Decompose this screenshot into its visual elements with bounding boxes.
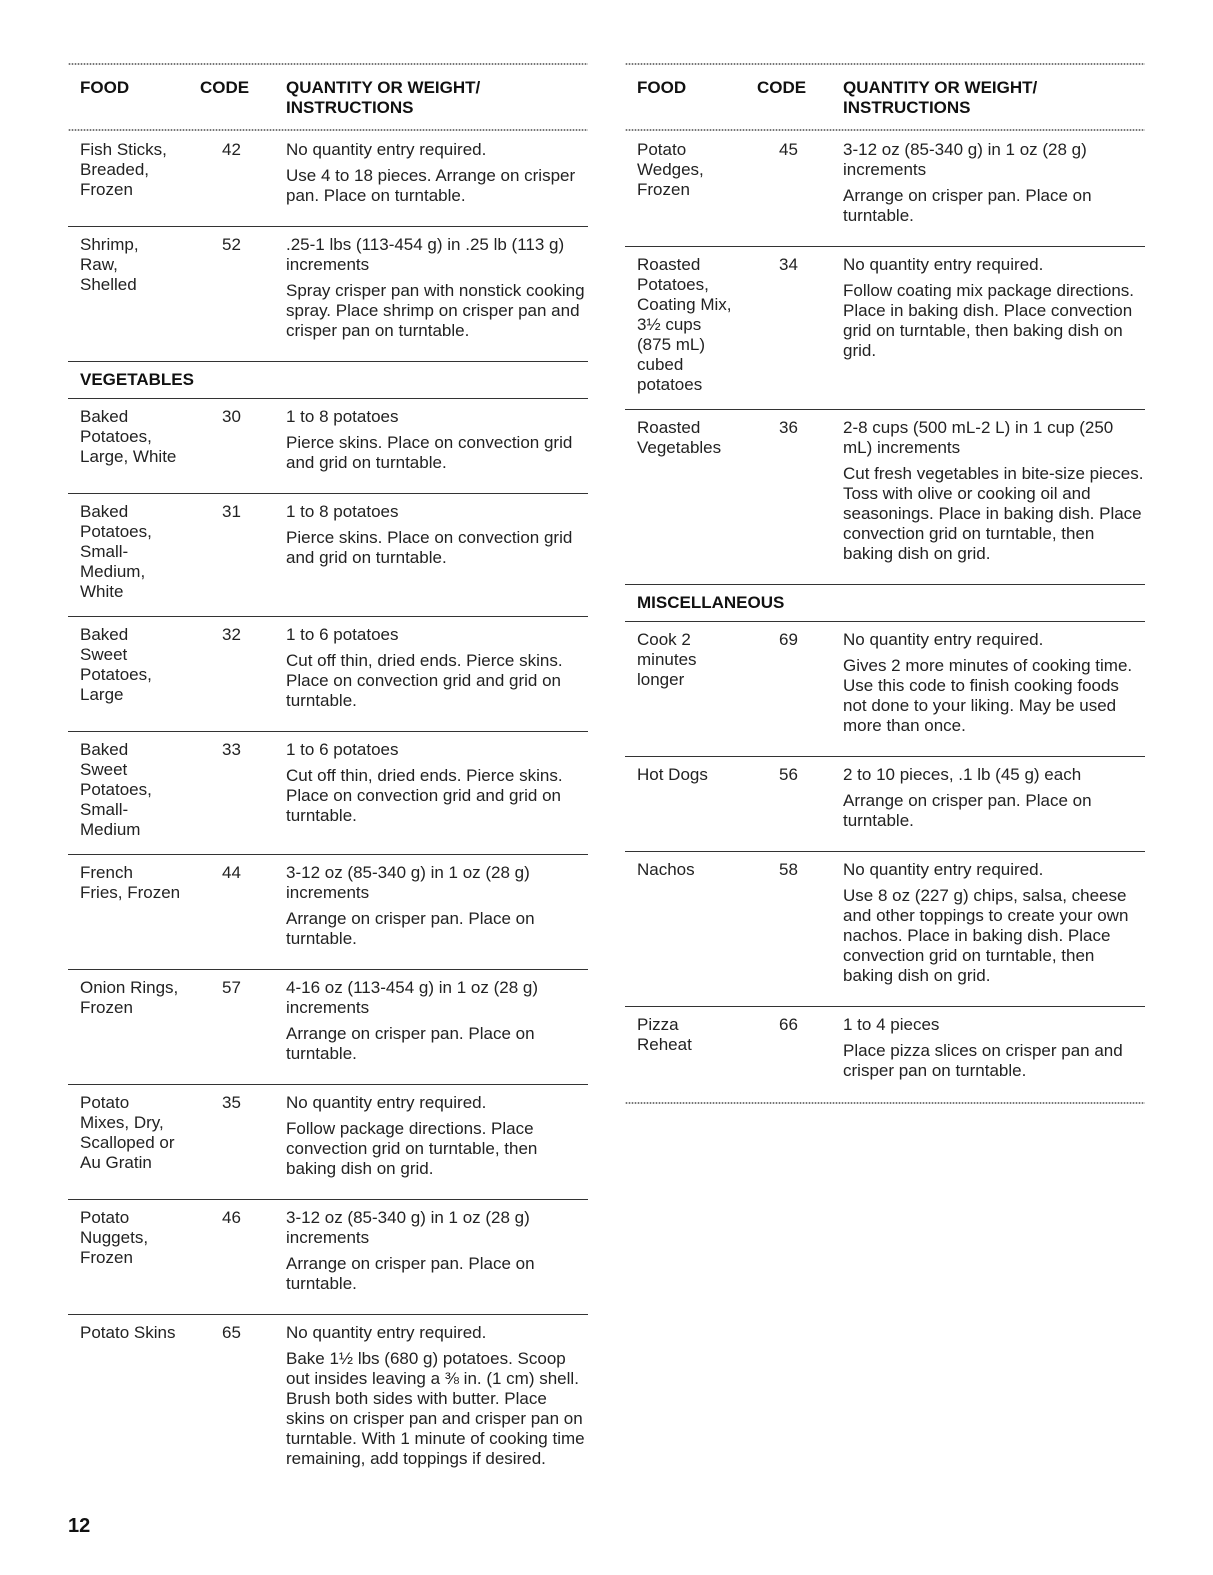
instruction-text: .25-1 lbs (113-454 g) in .25 lb (113 g) increments: [286, 235, 565, 274]
header-food: FOOD: [637, 78, 687, 97]
table-row: [625, 132, 1145, 247]
instructions-cell: [286, 625, 588, 717]
table-row: [625, 852, 1145, 1007]
instructions-cell: [843, 860, 1145, 992]
instruction-text: Spray crisper pan with nonstick cooking spray. Place shrimp on crisper pan and crisper pan on turntable.: [286, 281, 585, 340]
dotted-rule: [625, 1101, 1145, 1105]
instruction-text: Place pizza slices on crisper pan and crisper pan on turntable.: [843, 1041, 1123, 1080]
instructions-cell: [286, 1323, 588, 1475]
instruction-text: 3-12 oz (85-340 g) in 1 oz (28 g) increments: [843, 140, 1087, 179]
food-name: Baked Potatoes, Small- Medium, White: [80, 502, 152, 601]
instructions-cell: [843, 1015, 1145, 1087]
food-code: 31: [222, 502, 241, 521]
instruction-text: 1 to 6 potatoes: [286, 740, 399, 759]
table-row: [625, 622, 1145, 757]
table-row: [68, 1315, 588, 1489]
food-name: Onion Rings, Frozen: [80, 978, 179, 1017]
instruction-text: Arrange on crisper pan. Place on turntable.: [286, 909, 535, 948]
instructions-cell: [286, 1093, 588, 1185]
table-row: [625, 757, 1145, 852]
food-name: Roasted Potatoes, Coating Mix, 3½ cups (875 mL) cubed potatoes: [637, 255, 732, 394]
instruction-text: No quantity entry required.: [286, 1093, 487, 1112]
food-code: 58: [779, 860, 798, 879]
instruction-text: Cut off thin, dried ends. Pierce skins. Place on convection grid and grid on turntable.: [286, 766, 563, 825]
instruction-text: Cut fresh vegetables in bite-size pieces. Toss with olive or cooking oil and seasonings. Place in baking dish. Place convection grid on turntable, then baking dish on grid.: [843, 464, 1144, 563]
food-name: Baked Potatoes, Large, White: [80, 407, 177, 466]
instruction-text: No quantity entry required.: [286, 140, 487, 159]
table-row: [68, 494, 588, 617]
instructions-cell: [286, 863, 588, 955]
table-row: [625, 410, 1145, 585]
instruction-text: Use 8 oz (227 g) chips, salsa, cheese and other toppings to create your own nachos. Place in baking dish. Place convection grid on turntable, then baking dish on grid.: [843, 886, 1129, 985]
section-heading: VEGETABLES: [68, 362, 588, 399]
food-code: 34: [779, 255, 798, 274]
instruction-text: Arrange on crisper pan. Place on turntable.: [286, 1254, 535, 1293]
food-code: 32: [222, 625, 241, 644]
instructions-cell: [843, 418, 1145, 570]
instruction-text: 1 to 8 potatoes: [286, 502, 399, 521]
instruction-text: No quantity entry required.: [286, 1323, 487, 1342]
food-code: 57: [222, 978, 241, 997]
instructions-cell: [286, 407, 588, 479]
food-name: Potato Nuggets, Frozen: [80, 1208, 149, 1267]
food-name: Baked Sweet Potatoes, Small- Medium: [80, 740, 152, 839]
instruction-text: Follow package directions. Place convection grid on turntable, then baking dish on grid.: [286, 1119, 538, 1178]
food-code: 66: [779, 1015, 798, 1034]
table-body: [68, 132, 588, 1489]
right-column: [625, 62, 1145, 1105]
food-name: French Fries, Frozen: [80, 863, 181, 902]
food-code: 36: [779, 418, 798, 437]
food-code: 45: [779, 140, 798, 159]
instructions-cell: [286, 740, 588, 840]
instructions-cell: [843, 765, 1145, 837]
instruction-text: 3-12 oz (85-340 g) in 1 oz (28 g) increments: [286, 863, 530, 902]
instruction-text: Cut off thin, dried ends. Pierce skins. Place on convection grid and grid on turntable.: [286, 651, 563, 710]
instruction-text: Pierce skins. Place on convection grid and grid on turntable.: [286, 528, 573, 567]
instructions-cell: [843, 140, 1145, 232]
page-number: 12: [68, 1515, 91, 1537]
table-row: [68, 132, 588, 227]
food-name: Potato Mixes, Dry, Scalloped or Au Gratin: [80, 1093, 175, 1172]
table-row: [68, 1200, 588, 1315]
left-column: [68, 62, 588, 1489]
instructions-cell: [843, 255, 1145, 395]
food-name: Cook 2 minutes longer: [637, 630, 697, 689]
food-name: Nachos: [637, 860, 695, 879]
instruction-text: 1 to 6 potatoes: [286, 625, 399, 644]
food-name: Hot Dogs: [637, 765, 708, 784]
food-code: 44: [222, 863, 241, 882]
food-name: Potato Skins: [80, 1323, 176, 1342]
food-code: 42: [222, 140, 241, 159]
instructions-cell: [843, 630, 1145, 742]
header-food: FOOD: [80, 78, 130, 97]
table-row: [68, 1085, 588, 1200]
instruction-text: 1 to 8 potatoes: [286, 407, 399, 426]
section-heading: MISCELLANEOUS: [625, 585, 1145, 622]
table-header: [625, 66, 1145, 128]
instruction-text: Bake 1½ lbs (680 g) potatoes. Scoop out insides leaving a ⅜ in. (1 cm) shell. Brush both sides with butter. Place skins on crisper pan and crisper pan on turntable. With 1 minute of cooking time remaining, add toppings if desired.: [286, 1349, 585, 1468]
food-name: Shrimp, Raw, Shelled: [80, 235, 139, 294]
instruction-text: Arrange on crisper pan. Place on turntable.: [286, 1024, 535, 1063]
instruction-text: 4-16 oz (113-454 g) in 1 oz (28 g) increments: [286, 978, 538, 1017]
header-code: CODE: [757, 78, 807, 97]
instruction-text: Arrange on crisper pan. Place on turntable.: [843, 791, 1092, 830]
food-name: Pizza Reheat: [637, 1015, 692, 1054]
instruction-text: No quantity entry required.: [843, 630, 1044, 649]
instruction-text: Gives 2 more minutes of cooking time. Use this code to finish cooking foods not done to your liking. May be used more than once.: [843, 656, 1133, 735]
instruction-text: Pierce skins. Place on convection grid and grid on turntable.: [286, 433, 573, 472]
instruction-text: 3-12 oz (85-340 g) in 1 oz (28 g) increments: [286, 1208, 530, 1247]
header-instructions: QUANTITY OR WEIGHT/ INSTRUCTIONS: [843, 78, 1038, 117]
instruction-text: 1 to 4 pieces: [843, 1015, 940, 1034]
table-row: [68, 855, 588, 970]
food-code: 52: [222, 235, 241, 254]
instruction-text: Use 4 to 18 pieces. Arrange on crisper pan. Place on turntable.: [286, 166, 576, 205]
food-code: 33: [222, 740, 241, 759]
food-code: 69: [779, 630, 798, 649]
instructions-cell: [286, 235, 588, 347]
food-code: 35: [222, 1093, 241, 1112]
header-code: CODE: [200, 78, 250, 97]
table-header: [68, 66, 588, 128]
table-row: [625, 1007, 1145, 1101]
instruction-text: Arrange on crisper pan. Place on turntable.: [843, 186, 1092, 225]
food-name: Potato Wedges, Frozen: [637, 140, 704, 199]
food-name: Roasted Vegetables: [637, 418, 722, 457]
instructions-cell: [286, 502, 588, 602]
table-row: [625, 247, 1145, 410]
instruction-text: No quantity entry required.: [843, 860, 1044, 879]
food-code: 65: [222, 1323, 241, 1342]
table-row: [68, 399, 588, 494]
food-code: 56: [779, 765, 798, 784]
table-row: [68, 970, 588, 1085]
instruction-text: No quantity entry required.: [843, 255, 1044, 274]
table-row: [68, 617, 588, 732]
food-name: Baked Sweet Potatoes, Large: [80, 625, 152, 704]
table-row: [68, 732, 588, 855]
header-instructions: QUANTITY OR WEIGHT/ INSTRUCTIONS: [286, 78, 481, 117]
instruction-text: Follow coating mix package directions. Place in baking dish. Place convection grid on turntable, then baking dish on grid.: [843, 281, 1135, 360]
instructions-cell: [286, 140, 588, 212]
food-code: 30: [222, 407, 241, 426]
table-body: [625, 132, 1145, 1101]
instructions-cell: [286, 978, 588, 1070]
instructions-cell: [286, 1208, 588, 1300]
instruction-text: 2-8 cups (500 mL-2 L) in 1 cup (250 mL) increments: [843, 418, 1114, 457]
food-name: Fish Sticks, Breaded, Frozen: [80, 140, 167, 199]
instruction-text: 2 to 10 pieces, .1 lb (45 g) each: [843, 765, 1082, 784]
table-row: [68, 227, 588, 362]
food-code: 46: [222, 1208, 241, 1227]
